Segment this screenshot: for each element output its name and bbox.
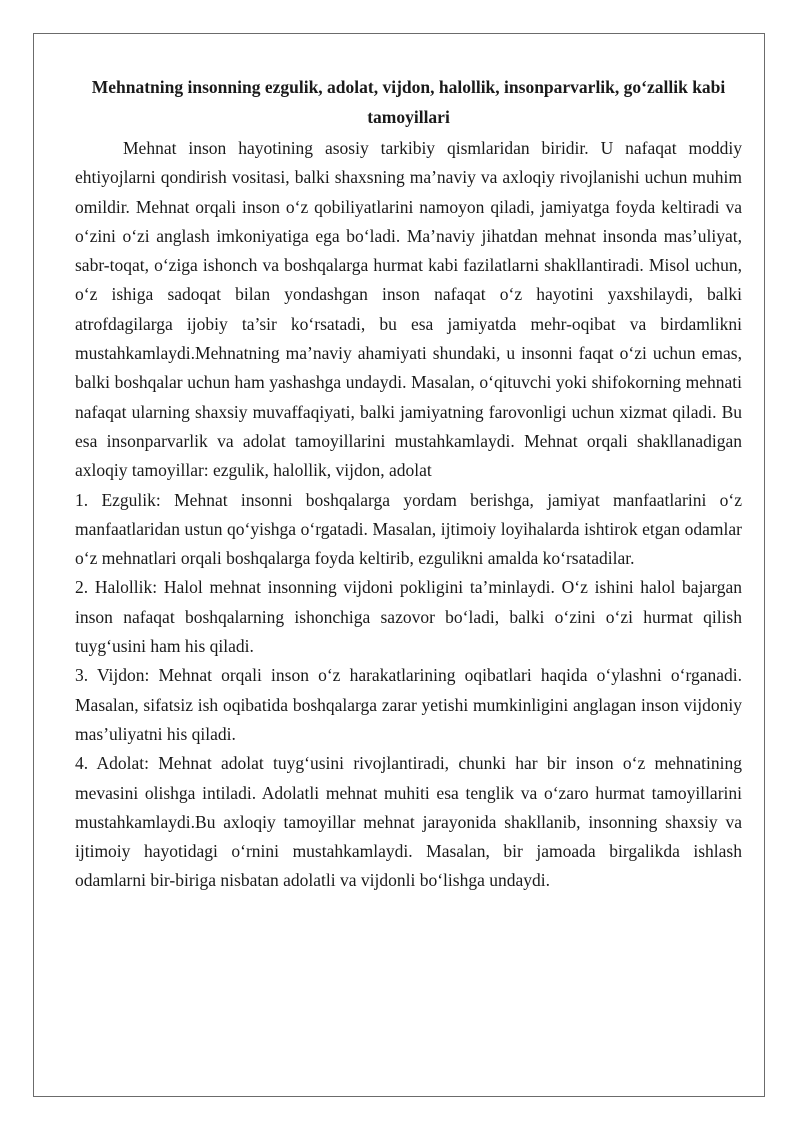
- document-body: [75, 72, 742, 896]
- principle-ezgulik: 1. Ezgulik: Mehnat insonni boshqalarga yordam berishga, jamiyat manfaatlarini o‘z manfaatlaridan ustun qo‘yishga o‘rgatadi. Masalan, ijtimoiy loyihalarda ishtirok etgan odamlar o‘z mehnatlari orqali boshqalarga foyda keltirib, ezgulikni amalda ko‘rsatadilar.: [75, 489, 742, 569]
- principle-vijdon: 3. Vijdon: Mehnat orqali inson o‘z harakatlarining oqibatlari haqida o‘ylashni o‘rganadi. Masalan, sifatsiz ish oqibatida boshqalarga zarar yetishi mumkinligini anglagan inson vijdoniy mas’uliyatni his qiladi.: [75, 665, 742, 744]
- principle-adolat: 4. Adolat: Mehnat adolat tuyg‘usini rivojlantiradi, chunki har bir inson o‘z mehnatining mevasini olishga intiladi. Adolatli mehnat muhiti esa tenglik va o‘zaro hurmat tamoyillarini mustahkamlaydi.Bu axloqiy tamoyillar mehnat jarayonida shakllanib, insonning shaxsiy va ijtimoiy hayotidagi o‘rnini mustahkamlaydi. Masalan, bir jamoada birgalikda ishlash odamlarni bir-biriga nisbatan adolatli va vijdonli bo‘lishga undaydi.: [75, 753, 742, 891]
- intro-paragraph: Mehnat inson hayotining asosiy tarkibiy qismlaridan biridir. U nafaqat moddiy ehtiyojlarni qondirish vositasi, balki shaxsning ma’naviy va axloqiy rivojlanishi uchun muhim omildir. Mehnat orqali inson o‘z qobiliyatlarini namoyon qiladi, jamiyatga foyda keltiradi va o‘zini o‘zi anglash imkoniyatiga ega bo‘ladi. Ma’naviy jihatdan mehnat insonda mas’uliyat, sabr-toqat, o‘ziga ishonch va boshqalarga hurmat kabi fazilatlarni shakllantiradi. Misol uchun, o‘z ishiga sadoqat bilan yondashgan inson nafaqat o‘z hayotini yaxshilaydi, balki atrofdagilarga ijobiy ta’sir ko‘rsatadi, bu esa jamiyatda mehr-oqibat va birdamlikni mustahkamlaydi.Mehnatning ma’naviy ahamiyati shundaki, u insonni faqat o‘zi uchun emas, balki boshqalar uchun ham yashashga undaydi. Masalan, o‘qituvchi yoki shifokorning mehnati nafaqat ularning shaxsiy muvaffaqiyati, balki jamiyatning farovonligi uchun xizmat qiladi. Bu esa insonparvarlik va adolat tamoyillarini mustahkamlaydi. Mehnat orqali shakllanadigan axloqiy tamoyillar: ezgulik, halollik, vijdon, adolat: [75, 138, 742, 481]
- document-title: Mehnatning insonning ezgulik, adolat, vijdon, halollik, insonparvarlik, go‘zallik kabi tamoyillari: [91, 77, 726, 127]
- principle-halollik: 2. Halollik: Halol mehnat insonning vijdoni pokligini ta’minlaydi. O‘z ishini halol bajargan inson nafaqat boshqalarning ishonchiga sazovor bo‘ladi, balki o‘zini o‘zi hurmat qilish tuyg‘usini ham his qiladi.: [75, 577, 742, 657]
